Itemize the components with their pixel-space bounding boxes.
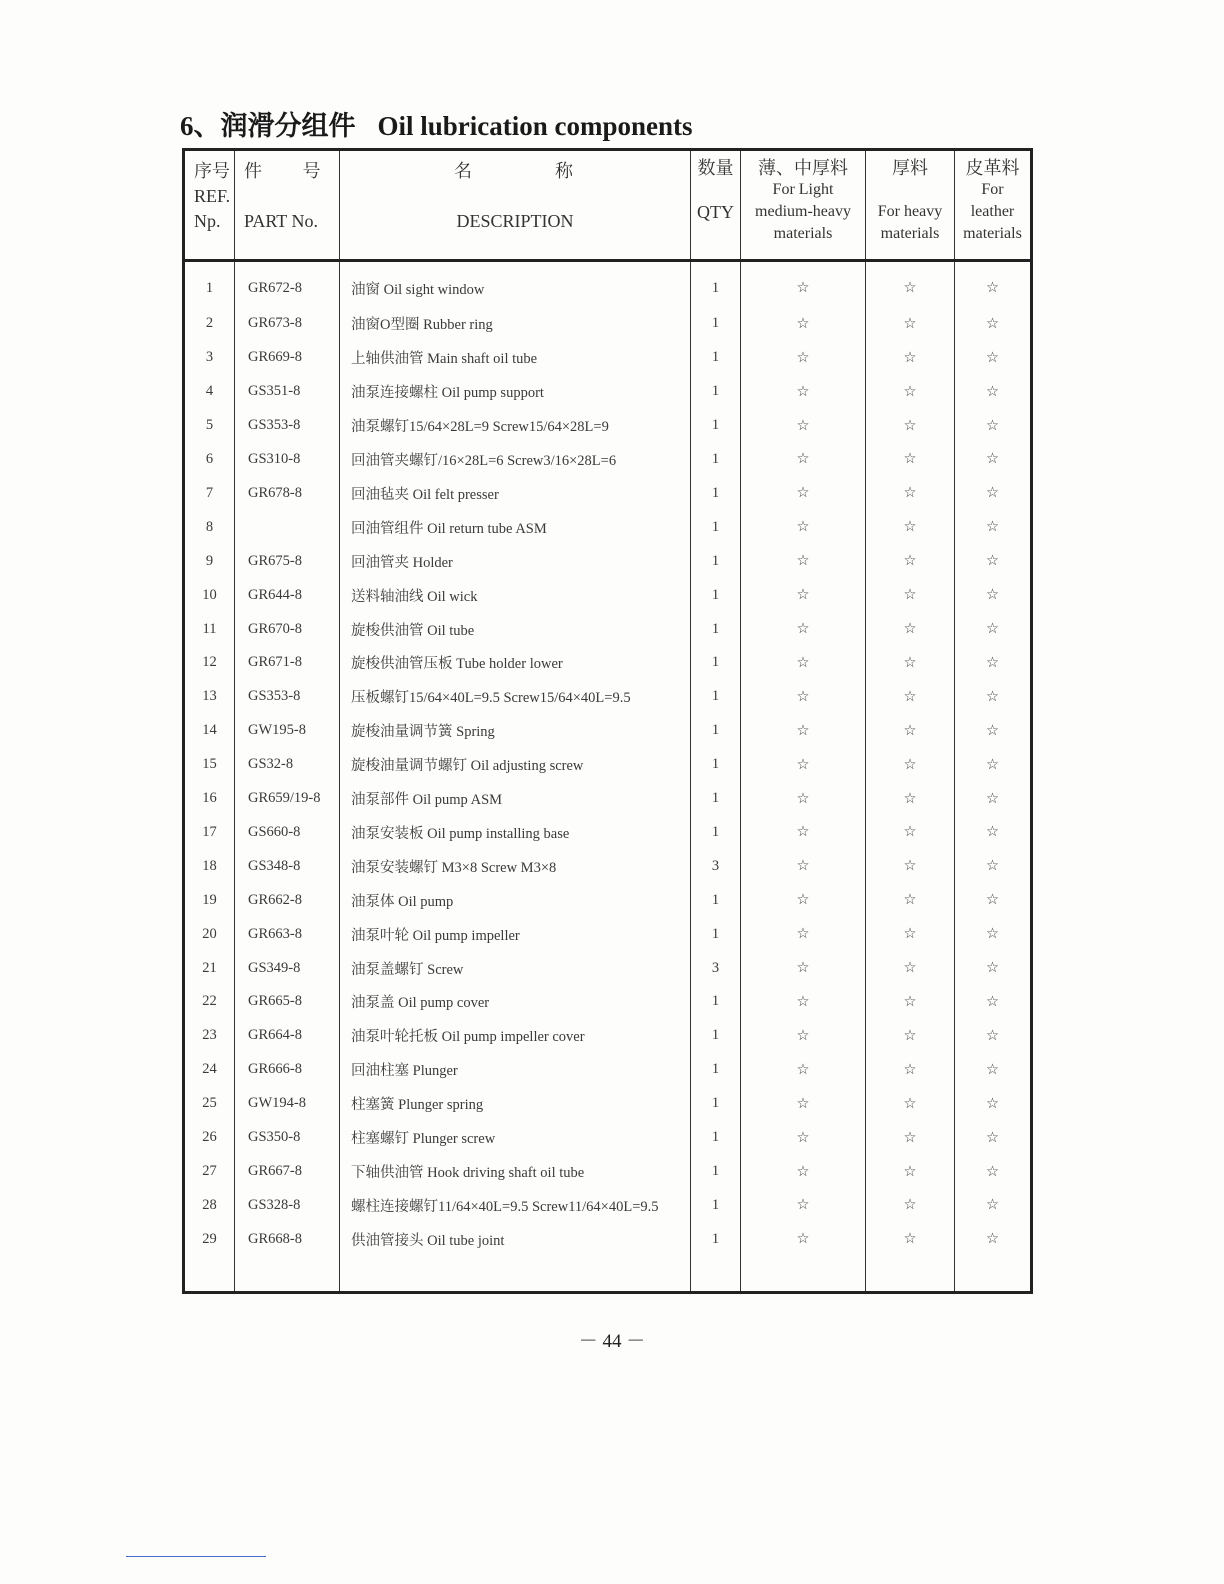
heavy-mark-cell: ☆ xyxy=(866,816,955,850)
table-row xyxy=(184,1087,1032,1121)
ref-cell: 25 xyxy=(184,1087,235,1121)
light-mark-cell: ☆ xyxy=(741,985,866,1019)
light-mark-cell: ☆ xyxy=(741,680,866,714)
description-cell: 油泵叶轮托板 Oil pump impeller cover xyxy=(340,1019,691,1053)
leather-mark-cell: ☆ xyxy=(955,261,1032,307)
table-header-row xyxy=(184,150,1032,261)
ref-cell: 11 xyxy=(184,612,235,646)
part-no-cell: GR672-8 xyxy=(235,261,340,307)
leather-mark-cell: ☆ xyxy=(955,1155,1032,1189)
leather-mark-cell: ☆ xyxy=(955,476,1032,510)
ref-cell: 7 xyxy=(184,476,235,510)
ref-cell: 12 xyxy=(184,646,235,680)
ref-cell: 10 xyxy=(184,578,235,612)
empty-cell xyxy=(235,1256,340,1292)
leather-mark-cell: ☆ xyxy=(955,341,1032,375)
part-no-cell: GS660-8 xyxy=(235,816,340,850)
ref-cell: 18 xyxy=(184,849,235,883)
table-row xyxy=(184,646,1032,680)
part-no-cell: GR667-8 xyxy=(235,1155,340,1189)
empty-cell xyxy=(184,1256,235,1292)
description-cell: 压板螺钉15/64×40L=9.5 Screw15/64×40L=9.5 xyxy=(340,680,691,714)
light-mark-cell: ☆ xyxy=(741,951,866,985)
leather-mark-cell: ☆ xyxy=(955,510,1032,544)
description-cell: 螺柱连接螺钉11/64×40L=9.5 Screw11/64×40L=9.5 xyxy=(340,1188,691,1222)
qty-cell: 3 xyxy=(691,951,741,985)
part-no-cell: GW195-8 xyxy=(235,714,340,748)
description-cell: 油泵盖 Oil pump cover xyxy=(340,985,691,1019)
qty-cell: 1 xyxy=(691,476,741,510)
table-row xyxy=(184,307,1032,341)
qty-cell: 3 xyxy=(691,849,741,883)
description-cell: 油泵连接螺柱 Oil pump support xyxy=(340,375,691,409)
description-cell: 柱塞簧 Plunger spring xyxy=(340,1087,691,1121)
heavy-mark-cell: ☆ xyxy=(866,1053,955,1087)
page-title xyxy=(180,104,693,143)
part-no-cell: GR664-8 xyxy=(235,1019,340,1053)
ref-cell: 21 xyxy=(184,951,235,985)
light-mark-cell: ☆ xyxy=(741,544,866,578)
parts-table-body xyxy=(184,261,1032,1293)
table-row xyxy=(184,578,1032,612)
qty-cell: 1 xyxy=(691,917,741,951)
part-no-cell: GS328-8 xyxy=(235,1188,340,1222)
light-mark-cell: ☆ xyxy=(741,1087,866,1121)
ref-cell: 2 xyxy=(184,307,235,341)
part-no-cell: GW194-8 xyxy=(235,1087,340,1121)
heavy-mark-cell: ☆ xyxy=(866,782,955,816)
light-mark-cell: ☆ xyxy=(741,261,866,307)
title-cn: 6、润滑分组件 xyxy=(180,111,356,141)
qty-cell: 1 xyxy=(691,1087,741,1121)
ref-cell: 20 xyxy=(184,917,235,951)
bottom-rule xyxy=(126,1556,266,1557)
part-no-cell: GS310-8 xyxy=(235,443,340,477)
heavy-mark-cell: ☆ xyxy=(866,578,955,612)
description-cell: 回油毡夹 Oil felt presser xyxy=(340,476,691,510)
table-row xyxy=(184,1155,1032,1189)
ref-cell: 16 xyxy=(184,782,235,816)
heavy-mark-cell: ☆ xyxy=(866,544,955,578)
leather-mark-cell: ☆ xyxy=(955,883,1032,917)
leather-mark-cell: ☆ xyxy=(955,375,1032,409)
part-no-cell: GR675-8 xyxy=(235,544,340,578)
qty-cell: 1 xyxy=(691,578,741,612)
heavy-mark-cell: ☆ xyxy=(866,883,955,917)
empty-cell xyxy=(866,1256,955,1292)
parts-table xyxy=(182,148,1033,1294)
table-row xyxy=(184,680,1032,714)
qty-cell: 1 xyxy=(691,375,741,409)
ref-cell: 15 xyxy=(184,748,235,782)
ref-cell: 22 xyxy=(184,985,235,1019)
qty-cell: 1 xyxy=(691,1222,741,1256)
qty-cell: 1 xyxy=(691,985,741,1019)
title-en: Oil lubrication components xyxy=(377,111,693,141)
light-mark-cell: ☆ xyxy=(741,1222,866,1256)
qty-cell: 1 xyxy=(691,1155,741,1189)
qty-cell: 1 xyxy=(691,646,741,680)
heavy-mark-cell: ☆ xyxy=(866,375,955,409)
leather-mark-cell: ☆ xyxy=(955,680,1032,714)
light-mark-cell: ☆ xyxy=(741,646,866,680)
table-row xyxy=(184,951,1032,985)
table-row xyxy=(184,816,1032,850)
light-mark-cell: ☆ xyxy=(741,375,866,409)
part-no-cell: GR659/19-8 xyxy=(235,782,340,816)
empty-cell xyxy=(741,1256,866,1292)
light-mark-cell: ☆ xyxy=(741,782,866,816)
leather-mark-cell: ☆ xyxy=(955,816,1032,850)
description-cell: 旋梭油量调节螺钉 Oil adjusting screw xyxy=(340,748,691,782)
header-part-no: 件 号 PART No. xyxy=(235,150,340,261)
part-no-cell: GR644-8 xyxy=(235,578,340,612)
heavy-mark-cell: ☆ xyxy=(866,917,955,951)
description-cell: 上轴供油管 Main shaft oil tube xyxy=(340,341,691,375)
description-cell: 油泵螺钉15/64×28L=9 Screw15/64×28L=9 xyxy=(340,409,691,443)
part-no-cell: GR668-8 xyxy=(235,1222,340,1256)
table-row xyxy=(184,1121,1032,1155)
leather-mark-cell: ☆ xyxy=(955,612,1032,646)
description-cell: 柱塞螺钉 Plunger screw xyxy=(340,1121,691,1155)
light-mark-cell: ☆ xyxy=(741,1053,866,1087)
light-mark-cell: ☆ xyxy=(741,578,866,612)
leather-mark-cell: ☆ xyxy=(955,1019,1032,1053)
leather-mark-cell: ☆ xyxy=(955,646,1032,680)
table-row xyxy=(184,375,1032,409)
header-leather-materials: 皮革料 For leather materials xyxy=(955,150,1032,261)
qty-cell: 1 xyxy=(691,782,741,816)
leather-mark-cell: ☆ xyxy=(955,714,1032,748)
qty-cell: 1 xyxy=(691,816,741,850)
leather-mark-cell: ☆ xyxy=(955,748,1032,782)
table-row xyxy=(184,748,1032,782)
leather-mark-cell: ☆ xyxy=(955,1121,1032,1155)
qty-cell: 1 xyxy=(691,1188,741,1222)
heavy-mark-cell: ☆ xyxy=(866,510,955,544)
qty-cell: 1 xyxy=(691,1053,741,1087)
table-row xyxy=(184,544,1032,578)
leather-mark-cell: ☆ xyxy=(955,307,1032,341)
leather-mark-cell: ☆ xyxy=(955,409,1032,443)
light-mark-cell: ☆ xyxy=(741,883,866,917)
heavy-mark-cell: ☆ xyxy=(866,1087,955,1121)
leather-mark-cell: ☆ xyxy=(955,443,1032,477)
part-no-cell: GS350-8 xyxy=(235,1121,340,1155)
ref-cell: 3 xyxy=(184,341,235,375)
light-mark-cell: ☆ xyxy=(741,341,866,375)
heavy-mark-cell: ☆ xyxy=(866,951,955,985)
ref-cell: 8 xyxy=(184,510,235,544)
qty-cell: 1 xyxy=(691,612,741,646)
heavy-mark-cell: ☆ xyxy=(866,476,955,510)
table-filler-row xyxy=(184,1256,1032,1292)
ref-cell: 13 xyxy=(184,680,235,714)
qty-cell: 1 xyxy=(691,748,741,782)
qty-cell: 1 xyxy=(691,1019,741,1053)
leather-mark-cell: ☆ xyxy=(955,985,1032,1019)
ref-cell: 23 xyxy=(184,1019,235,1053)
part-no-cell: GS348-8 xyxy=(235,849,340,883)
part-no-cell: GS32-8 xyxy=(235,748,340,782)
empty-cell xyxy=(691,1256,741,1292)
ref-cell: 26 xyxy=(184,1121,235,1155)
part-no-cell: GR669-8 xyxy=(235,341,340,375)
description-cell: 旋梭供油管压板 Tube holder lower xyxy=(340,646,691,680)
light-mark-cell: ☆ xyxy=(741,612,866,646)
table-row xyxy=(184,1188,1032,1222)
light-mark-cell: ☆ xyxy=(741,476,866,510)
leather-mark-cell: ☆ xyxy=(955,578,1032,612)
ref-cell: 9 xyxy=(184,544,235,578)
heavy-mark-cell: ☆ xyxy=(866,307,955,341)
page-number: － 44 － xyxy=(578,1331,646,1352)
heavy-mark-cell: ☆ xyxy=(866,1155,955,1189)
ref-cell: 27 xyxy=(184,1155,235,1189)
description-cell: 油窗O型圈 Rubber ring xyxy=(340,307,691,341)
part-no-cell: GR666-8 xyxy=(235,1053,340,1087)
description-cell: 回油管组件 Oil return tube ASM xyxy=(340,510,691,544)
table-row xyxy=(184,985,1032,1019)
heavy-mark-cell: ☆ xyxy=(866,1121,955,1155)
table-row xyxy=(184,849,1032,883)
heavy-mark-cell: ☆ xyxy=(866,680,955,714)
ref-cell: 28 xyxy=(184,1188,235,1222)
light-mark-cell: ☆ xyxy=(741,816,866,850)
part-no-cell: GS353-8 xyxy=(235,680,340,714)
heavy-mark-cell: ☆ xyxy=(866,612,955,646)
ref-cell: 4 xyxy=(184,375,235,409)
ref-cell: 1 xyxy=(184,261,235,307)
table-row xyxy=(184,612,1032,646)
light-mark-cell: ☆ xyxy=(741,849,866,883)
description-cell: 送料轴油线 Oil wick xyxy=(340,578,691,612)
heavy-mark-cell: ☆ xyxy=(866,748,955,782)
table-row xyxy=(184,1019,1032,1053)
heavy-mark-cell: ☆ xyxy=(866,409,955,443)
leather-mark-cell: ☆ xyxy=(955,782,1032,816)
table-row xyxy=(184,510,1032,544)
description-cell: 油泵叶轮 Oil pump impeller xyxy=(340,917,691,951)
leather-mark-cell: ☆ xyxy=(955,951,1032,985)
table-row xyxy=(184,782,1032,816)
part-no-cell: GR662-8 xyxy=(235,883,340,917)
description-cell: 旋梭供油管 Oil tube xyxy=(340,612,691,646)
heavy-mark-cell: ☆ xyxy=(866,341,955,375)
light-mark-cell: ☆ xyxy=(741,917,866,951)
qty-cell: 1 xyxy=(691,510,741,544)
table-row xyxy=(184,1222,1032,1256)
part-no-cell: GR678-8 xyxy=(235,476,340,510)
table-row xyxy=(184,883,1032,917)
ref-cell: 29 xyxy=(184,1222,235,1256)
table-row xyxy=(184,1053,1032,1087)
leather-mark-cell: ☆ xyxy=(955,1222,1032,1256)
qty-cell: 1 xyxy=(691,544,741,578)
description-cell: 旋梭油量调节簧 Spring xyxy=(340,714,691,748)
table-row xyxy=(184,261,1032,307)
heavy-mark-cell: ☆ xyxy=(866,646,955,680)
heavy-mark-cell: ☆ xyxy=(866,714,955,748)
part-no-cell: GR665-8 xyxy=(235,985,340,1019)
heavy-mark-cell: ☆ xyxy=(866,1188,955,1222)
part-no-cell: GR673-8 xyxy=(235,307,340,341)
empty-cell xyxy=(955,1256,1032,1292)
table-row xyxy=(184,917,1032,951)
description-cell: 回油柱塞 Plunger xyxy=(340,1053,691,1087)
part-no-cell xyxy=(235,510,340,544)
qty-cell: 1 xyxy=(691,307,741,341)
ref-cell: 5 xyxy=(184,409,235,443)
description-cell: 油泵体 Oil pump xyxy=(340,883,691,917)
heavy-mark-cell: ☆ xyxy=(866,849,955,883)
header-ref: 序号 REF. Np. xyxy=(184,150,235,261)
description-cell: 回油管夹 Holder xyxy=(340,544,691,578)
ref-cell: 6 xyxy=(184,443,235,477)
leather-mark-cell: ☆ xyxy=(955,849,1032,883)
light-mark-cell: ☆ xyxy=(741,443,866,477)
part-no-cell: GS351-8 xyxy=(235,375,340,409)
qty-cell: 1 xyxy=(691,883,741,917)
light-mark-cell: ☆ xyxy=(741,1188,866,1222)
description-cell: 回油管夹螺钉/16×28L=6 Screw3/16×28L=6 xyxy=(340,443,691,477)
table-row xyxy=(184,714,1032,748)
description-cell: 供油管接头 Oil tube joint xyxy=(340,1222,691,1256)
part-no-cell: GS349-8 xyxy=(235,951,340,985)
light-mark-cell: ☆ xyxy=(741,714,866,748)
description-cell: 油泵安装螺钉 M3×8 Screw M3×8 xyxy=(340,849,691,883)
qty-cell: 1 xyxy=(691,261,741,307)
part-no-cell: GR663-8 xyxy=(235,917,340,951)
light-mark-cell: ☆ xyxy=(741,307,866,341)
table-row xyxy=(184,443,1032,477)
light-mark-cell: ☆ xyxy=(741,409,866,443)
leather-mark-cell: ☆ xyxy=(955,544,1032,578)
header-heavy-materials: 厚料 For heavy materials xyxy=(866,150,955,261)
ref-cell: 24 xyxy=(184,1053,235,1087)
light-mark-cell: ☆ xyxy=(741,1019,866,1053)
table-row xyxy=(184,341,1032,375)
leather-mark-cell: ☆ xyxy=(955,1087,1032,1121)
description-cell: 下轴供油管 Hook driving shaft oil tube xyxy=(340,1155,691,1189)
qty-cell: 1 xyxy=(691,1121,741,1155)
leather-mark-cell: ☆ xyxy=(955,1188,1032,1222)
ref-cell: 14 xyxy=(184,714,235,748)
heavy-mark-cell: ☆ xyxy=(866,261,955,307)
light-mark-cell: ☆ xyxy=(741,510,866,544)
leather-mark-cell: ☆ xyxy=(955,917,1032,951)
qty-cell: 1 xyxy=(691,443,741,477)
ref-cell: 19 xyxy=(184,883,235,917)
heavy-mark-cell: ☆ xyxy=(866,985,955,1019)
light-mark-cell: ☆ xyxy=(741,1121,866,1155)
empty-cell xyxy=(340,1256,691,1292)
part-no-cell: GS353-8 xyxy=(235,409,340,443)
table-row xyxy=(184,409,1032,443)
description-cell: 油泵安装板 Oil pump installing base xyxy=(340,816,691,850)
header-light-materials: 薄、中厚料 For Light medium-heavy materials xyxy=(741,150,866,261)
description-cell: 油泵部件 Oil pump ASM xyxy=(340,782,691,816)
header-qty: 数量 QTY xyxy=(691,150,741,261)
heavy-mark-cell: ☆ xyxy=(866,1222,955,1256)
ref-cell: 17 xyxy=(184,816,235,850)
leather-mark-cell: ☆ xyxy=(955,1053,1032,1087)
description-cell: 油泵盖螺钉 Screw xyxy=(340,951,691,985)
qty-cell: 1 xyxy=(691,714,741,748)
heavy-mark-cell: ☆ xyxy=(866,443,955,477)
light-mark-cell: ☆ xyxy=(741,748,866,782)
description-cell: 油窗 Oil sight window xyxy=(340,261,691,307)
light-mark-cell: ☆ xyxy=(741,1155,866,1189)
qty-cell: 1 xyxy=(691,409,741,443)
heavy-mark-cell: ☆ xyxy=(866,1019,955,1053)
header-description: 名 称 DESCRIPTION xyxy=(340,150,691,261)
part-no-cell: GR671-8 xyxy=(235,646,340,680)
table-row xyxy=(184,476,1032,510)
qty-cell: 1 xyxy=(691,341,741,375)
part-no-cell: GR670-8 xyxy=(235,612,340,646)
qty-cell: 1 xyxy=(691,680,741,714)
